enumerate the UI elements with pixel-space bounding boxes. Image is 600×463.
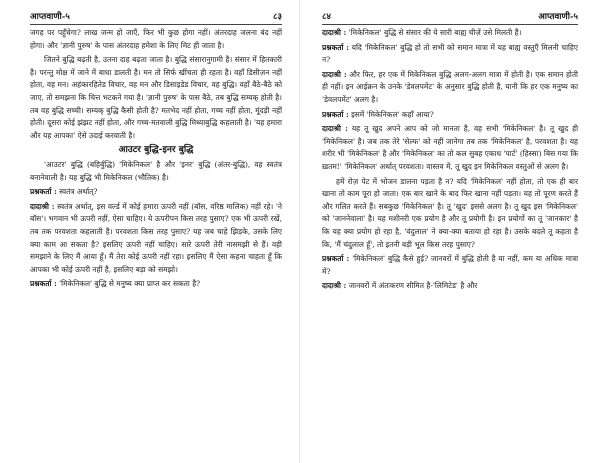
right-page-body xyxy=(322,25,578,293)
paragraph: जगह पर पहुँचेगा? लाख जन्म हो जाएँ, फिर भी कुछ होगा नहीं। अंतरदाह जलना बंद नहीं होगा। और 'ज्ञानी पुरुष' के पास अंतरदाह हमेशा के लिए मिट ही जाता है। xyxy=(30,28,282,50)
dialogue-paragraph: प्रश्नकर्ता : यदि 'मिकेनिकल' बुद्धि हो तो सभी को समान मात्रा में यह बाह्य वस्तुएँ मिलनी चाहिए न? xyxy=(322,42,578,65)
paragraph: हमें रोज़ पेट में भोजन डालना पड़ता है न? यदि 'मिकेनिकल' नहीं होता, तो एक ही बार खाना तो काम पूरा हो जाता। एक बार खाने के बाद फिर खाना नहीं पड़ता। यह तो पूरण करते हैं और गलित करते हैं। सबकुछ 'मिकेनिकल' है। तू 'खुद' इससे अलग है। तू खुद इस 'मिकेनिकल' को 'जाननेवाला' है। यह मशीनरी एक प्रयोग है और तू प्रयोगी है। इन प्रयोगों का तू 'जानकार' है कि यह क्या प्रयोग हो रहा है, 'वंदुलाल' ने क्या-क्या बताया हो रहा है। उसके बदले तू कहता है कि, 'मैं चंदुलाल हूँ', तो इतनी बड़ी भूल किस तरह पुसाए? xyxy=(322,176,578,249)
paragraph: जितने बुद्धि बढ़ती है, उतना दाह बढ़ता जाता है। बुद्धि संसारानुगामी है। संसार में हितकारी है। परन्तु मोक्ष में जाने में बाधा डालती है। मन तो सिर्फ खींचता ही रहता है। वहाँ डिसीज़न नहीं होता, वह मन। अहंकारहितेड विचार, वह मन और डिसाइडेड विचार, वह बुद्धि। वहाँ बैठे-बैठे को जाए, तो समझना कि चित्त भटकने गया है। 'ज्ञानी पुरुष' के पास बैठे, तब बुद्धि सम्यक् होती है। तब वह बुद्धि सच्ची। सम्यक् बुद्धि कैसी होती है? मतभेद नहीं होता, गच्च नहीं होता, मूंदड़ी नहीं होती। दूसरा कोई झंझट नहीं होता, और गच्च-मतवाली बुद्धि मिथ्याबुद्धि कहलाती है। 'यह हमारा और यह आपका' ऐसे उदाई करवाती है। xyxy=(30,55,282,140)
dialogue-paragraph: प्रश्नकर्ता : इसमें 'मिकेनिकल' कहाँ आया? xyxy=(322,109,434,119)
left-header-title: आप्तवाणी-५ xyxy=(30,12,70,22)
dialogue-paragraph: दादाश्री : यह तू खुद अपने आप को जो मानता है, वह सभी 'मिकेनिकल' है। तू खुद ही 'मिकेनिकल' है। जब तक तेरे 'सेल्फ' को नहीं जानेगा तब तक 'मिकेनिकल' है, परवशता है। यह शरीर भी 'मिकेनिकल' है और 'मिकेनिकल' का तो कल सुबह एकाध 'पार्ट' (हिस्सा) बिस गया कि ख़तम!' 'मिकेनिकल' अर्थात् परवशता। वास्तव में, तू खुद इन मिकेनिकल वस्तुओं से अलग है। xyxy=(322,124,578,171)
dialogue-paragraph: प्रश्नकर्ता : स्वतंत्र अर्थात्? xyxy=(30,187,98,197)
right-page-number: ८४ xyxy=(322,12,331,22)
left-page-number: ८३ xyxy=(273,12,282,22)
dialogue-paragraph: दादाश्री : जानवरों में अंतःकरण सीमित है-'लिमिटेड' है और xyxy=(322,281,478,291)
dialogue-paragraph: प्रश्नकर्ता : 'मिकेनिकल' बुद्धि कैसे हुई? जानवरों में बुद्धि होती है या नहीं, कम या अधिक मात्रा में? xyxy=(322,254,578,276)
speaker-label: दादाश्री : xyxy=(322,124,348,134)
left-page-header xyxy=(30,0,282,25)
dialogue-paragraph: प्रश्नकर्ता : 'मिकेनिकल' बुद्धि से मनुष्य क्या प्राप्त कर सकता है? xyxy=(30,279,201,289)
speaker-label: दादाश्री : xyxy=(322,28,347,37)
speaker-label: दादाश्री : xyxy=(30,201,55,211)
speaker-label: प्रश्नकर्ता : xyxy=(30,279,57,289)
right-page-header xyxy=(322,0,578,25)
right-page xyxy=(300,0,600,463)
left-page-body xyxy=(30,25,282,291)
dialogue-paragraph: दादाश्री : और फिर, हर एक में मिकेनिकल बुद्धि अलग-अलग मात्रा में होती है। एक समान होती ही नहीं। इन आईक्रन के उनके 'डेवलपमेंट' के अनुसार बुद्धि होती है, यानी कि हर एक मनुष्य का 'डेवलपमेंट' अलग है। xyxy=(322,69,578,104)
speaker-label: प्रश्नकर्ता : xyxy=(322,42,349,52)
speaker-label: दादाश्री : xyxy=(322,281,347,291)
dialogue-paragraph: दादाश्री : स्वतंत्र अर्थात्, इस वर्ल्ड में कोई हमारा ऊपरी नहीं (बॉस, वरिष्ठ मालिक) नहीं रहे। 'ने बॉस'। भगवान भी ऊपरी नहीं, ऐसा चाहिए। ये ऊपरीपन किस तरह पुसाए? एक भी ऊपरी रखें, तब तक परवशता कहलाती है। परवशता किस तरह पुसाए? यह जब चाहे झिड़के, उसके लिए क्या काम आ सकता है? इसलिए ऊपरी नहीं चाहिए। सारे ऊपरी तेरी नासमझी से हैं। वही समझाने के लिए मैं आया हूँ। मैं तेरा कोई ऊपरी नहीं रहा। इसलिए मैं ऐसा कहना चाहता हूँ कि आपका भी कोई ऊपरी नहीं है, इसलिए बड़ा को समझो। xyxy=(30,201,283,274)
speaker-label: प्रश्नकर्ता : xyxy=(322,109,349,119)
paragraph: 'आउटर' बुद्धि (बहिर्बुद्धि) 'मिकेनिकल' है और 'इनर' बुद्धि (अंतर-बुद्धि), वह स्वतंत्र बनानेवाली है। यह बुद्धि भी मिकेनिकल (भौतिक) है। xyxy=(30,159,282,182)
right-header-title: आप्तवाणी-५ xyxy=(538,12,578,22)
dialogue-paragraph: दादाश्री : 'मिकेनिकल' बुद्धि से संसार की ये सारी बाह्य चीज़ें उसे मिलती हैं। xyxy=(322,28,522,37)
speaker-label: दादाश्री : xyxy=(322,69,347,79)
section-subheading: आउटर बुद्धि-इनर बुद्धि xyxy=(118,145,194,156)
speaker-label: प्रश्नकर्ता : xyxy=(30,187,57,197)
speaker-label: प्रश्नकर्ता : xyxy=(322,254,350,264)
